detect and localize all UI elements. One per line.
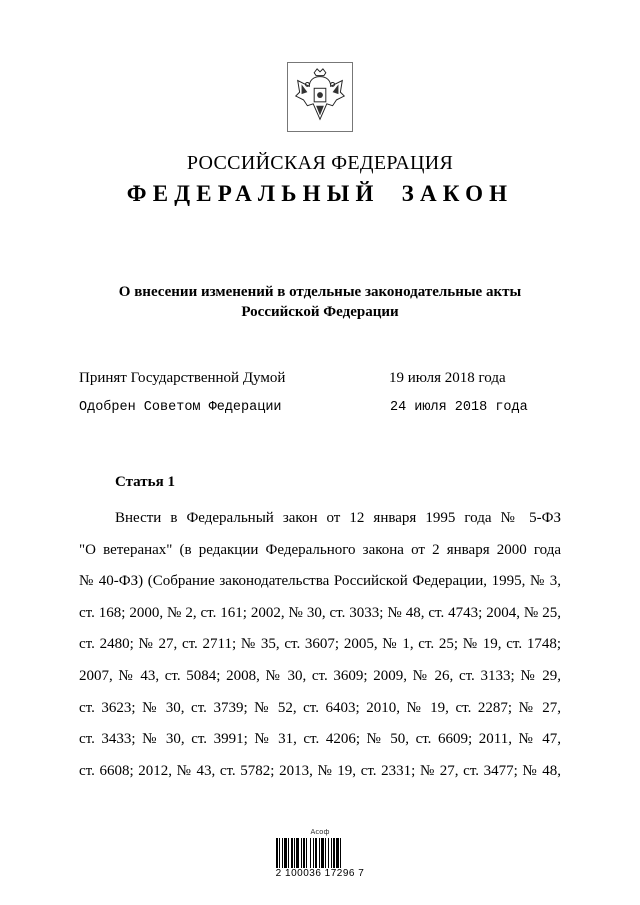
registration-mark: Асоф [310,828,330,836]
body-line: ст. 3433; № 30, ст. 3991; № 31, ст. 4206; № 50, ст. 6609; 2011, № 47, [79,731,561,748]
article-title: Статья 1 [115,474,175,490]
body-line: "О ветеранах" (в редакции Федерального закона от 2 января 2000 года [79,541,561,558]
document-footer [0,828,640,879]
document-type-word1: ФЕДЕРАЛЬНЫЙ [126,181,380,206]
body-line: № 40-ФЗ) (Собрание законодательства Российской Федерации, 1995, № 3, [79,573,561,590]
law-title-line: Российской Федерации [241,304,399,320]
law-title-line: О внесении изменений в отдельные законодательные акты [118,284,522,300]
body-line: Внести в Федеральный закон от 12 января 1995 года № 5-ФЗ [115,510,561,526]
russian-coat-of-arms-icon [288,63,352,131]
body-line: ст. 3623; № 30, ст. 3739; № 52, ст. 6403; 2010, № 19, ст. 2287; № 27, [79,699,561,716]
body-line: ст. 2480; № 27, ст. 2711; № 35, ст. 3607; 2005, № 1, ст. 25; № 19, ст. 1748; [79,636,561,653]
body-line: ст. 6608; 2012, № 43, ст. 5782; 2013, № 19, ст. 2331; № 27, ст. 3477; № 48, [79,762,561,779]
body-line: ст. 168; 2000, № 2, ст. 161; 2002, № 30, ст. 3033; № 48, ст. 4743; 2004, № 25, [79,604,561,621]
duma-adoption-date: 19 июля 2018 года [389,370,506,386]
document-type-word2: ЗАКОН [401,181,514,206]
barcode [275,838,365,868]
law-title [60,282,580,322]
country-heading: РОССИЙСКАЯ ФЕДЕРАЦИЯ [186,152,454,174]
state-emblem [287,62,353,132]
council-approval-label: Одобрен Советом Федерации [79,400,282,415]
barcode-number: 2 100036 17296 7 [275,868,365,879]
article-body [79,503,561,787]
document-type-heading [0,181,640,207]
duma-adoption-label: Принят Государственной Думой [79,370,286,386]
council-approval-date: 24 июля 2018 года [390,400,528,415]
body-line: 2007, № 43, ст. 5084; 2008, № 30, ст. 3609; 2009, № 26, ст. 3133; № 29, [79,667,561,684]
